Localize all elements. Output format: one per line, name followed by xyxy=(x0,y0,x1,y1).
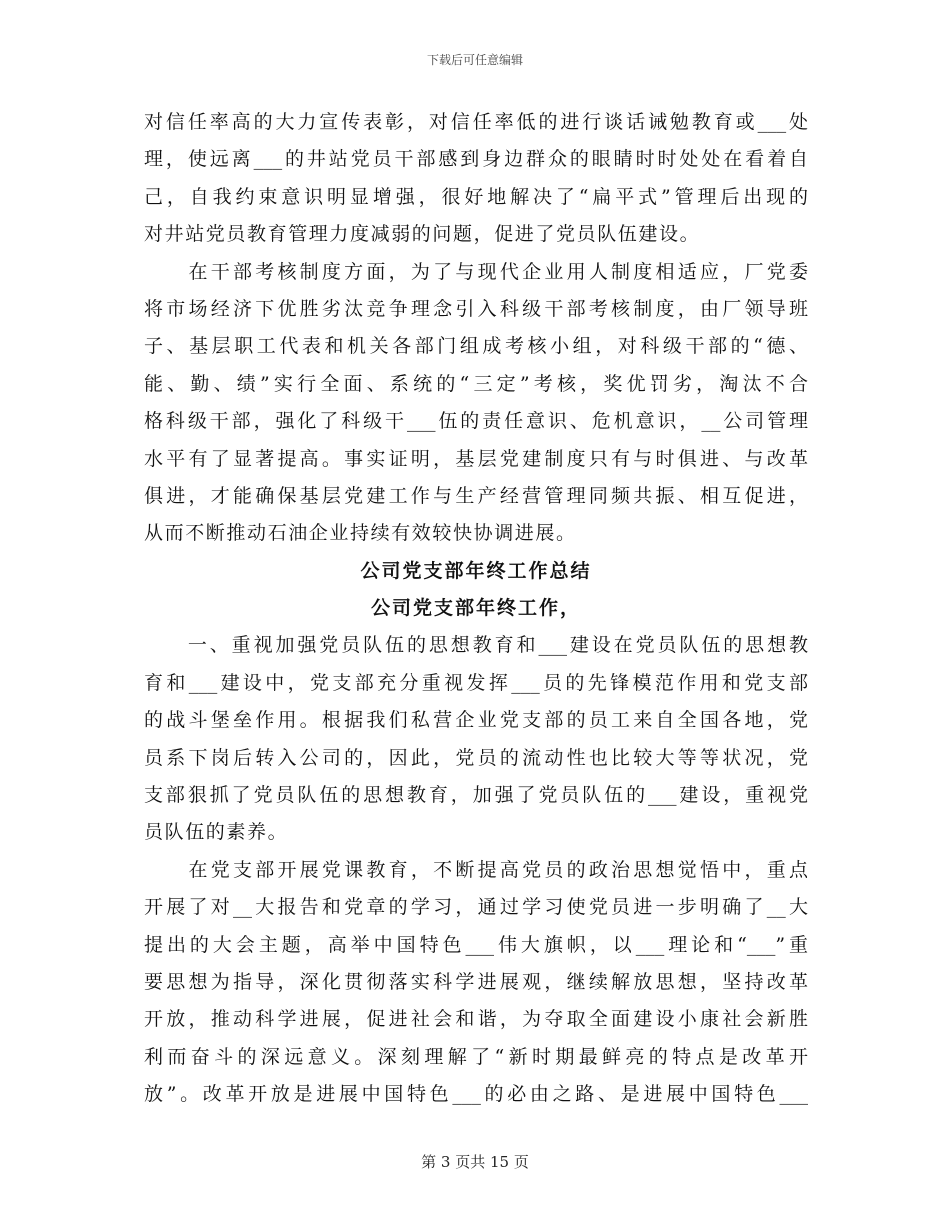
text-line: 放”。改革开放是进展中国特色___的必由之路、是进展中国特色___ xyxy=(144,1083,808,1106)
section-subtitle: 公司党支部年终工作， xyxy=(370,597,581,620)
text-line: 提出的大会主题，高举中国特色___伟大旗帜，以___理论和“___”重 xyxy=(144,933,808,956)
document-body xyxy=(144,104,808,1114)
text-line: 要思想为指导，深化贯彻落实科学进展观，继续解放思想，坚持改革 xyxy=(144,970,808,993)
text-line: 支部狠抓了党员队伍的思想教育，加强了党员队伍的___建设，重视党 xyxy=(144,784,808,807)
text-line: 开放，推动科学进展，促进社会和谐，为夺取全面建设小康社会新胜 xyxy=(144,1008,808,1031)
text-line: 开展了对__大报告和党章的学习，通过学习使党员进一步明确了__大 xyxy=(144,896,808,919)
text-line: 的战斗堡垒作用。根据我们私营企业党支部的员工来自全国各地，党 xyxy=(144,709,808,732)
text-line: 格科级干部，强化了科级干___伍的责任意识、危机意识，__公司管理 xyxy=(144,410,808,433)
text-line: 子、基层职工代表和机关各部门组成考核小组，对科级干部的“德、 xyxy=(144,335,808,358)
text-line: 俱进，才能确保基层党建工作与生产经营管理同频共振、相互促进， xyxy=(144,484,808,507)
text-line: 一、重视加强党员队伍的思想教育和___建设在党员队伍的思想教 xyxy=(144,634,808,657)
text-line: 员系下岗后转入公司的，因此，党员的流动性也比较大等等状况，党 xyxy=(144,746,808,769)
text-line: 将市场经济下优胜劣汰竞争理念引入科级干部考核制度，由厂领导班 xyxy=(144,297,808,320)
text-line: 员队伍的素养。 xyxy=(144,821,289,844)
page-header: 下载后可任意编辑 xyxy=(426,53,523,67)
text-line: 在党支部开展党课教育，不断提高党员的政治思想觉悟中，重点 xyxy=(144,858,808,881)
text-line: 从而不断推动石油企业持续有效较快协调进展。 xyxy=(144,522,577,545)
text-line: 育和___建设中，党支部充分重视发挥___员的先锋模范作用和党支部 xyxy=(144,671,808,694)
section-title: 公司党支部年终工作总结 xyxy=(360,559,592,582)
text-line: 水平有了显著提高。事实证明，基层党建制度只有与时俱进、与改革 xyxy=(144,447,808,470)
text-line: 理，使远离___的井站党员干部感到身边群众的眼睛时时处处在看着自 xyxy=(144,148,808,171)
text-line: 能、勤、绩”实行全面、系统的“三定”考核，奖优罚劣，淘汰不合 xyxy=(144,372,808,395)
text-line: 对井站党员教育管理力度减弱的问题，促进了党员队伍建设。 xyxy=(144,223,701,246)
text-line: 己，自我约束意识明显增强，很好地解决了“扁平式”管理后出现的 xyxy=(144,185,808,208)
text-line: 利而奋斗的深远意义。深刻理解了“新时期最鲜亮的特点是改革开 xyxy=(144,1045,808,1068)
page-footer: 第 3 页共 15 页 xyxy=(421,1153,529,1171)
text-line: 在干部考核制度方面，为了与现代企业用人制度相适应，厂党委 xyxy=(144,260,808,283)
text-line: 对信任率高的大力宣传表彰，对信任率低的进行谈话诫勉教育或___处 xyxy=(144,111,808,133)
